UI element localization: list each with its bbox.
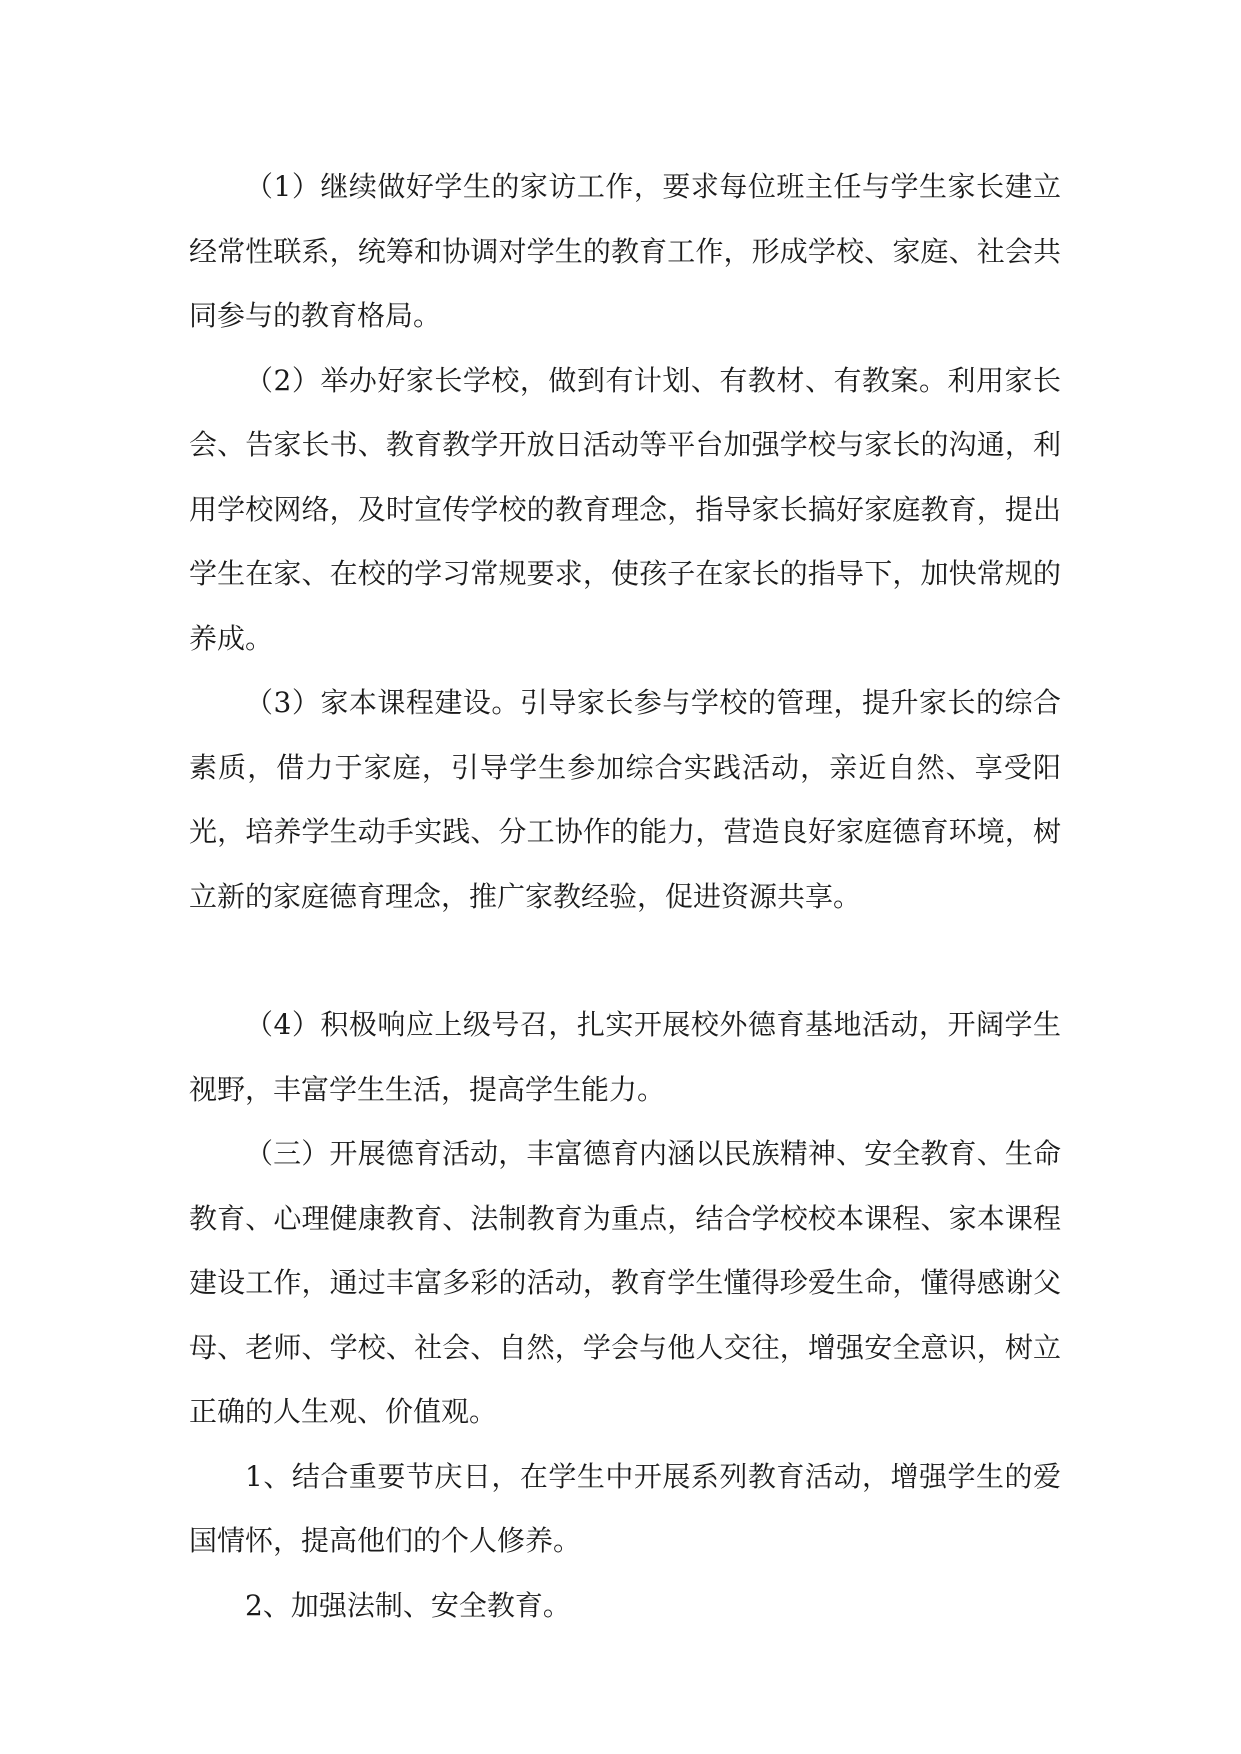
paragraph-moral-activities: （三）开展德育活动，丰富德育内涵以民族精神、安全教育、生命教育、心理健康教育、法制教育为重点，结合学校校本课程、家本课程建设工作，通过丰富多彩的活动，教育学生懂得珍爱生命，懂得感谢父母、老师、学校、社会、自然，学会与他人交往，增强安全意识，树立正确的人生观、价值观。 xyxy=(189,1137,1061,1428)
paragraph-home-visits: （1）继续做好学生的家访工作，要求每位班主任与学生家长建立经常性联系，统筹和协调对学生的教育工作，形成学校、家庭、社会共同参与的教育格局。 xyxy=(189,170,1061,332)
paragraph-festival-education: 1、结合重要节庆日，在学生中开展系列教育活动，增强学生的爱国情怀，提高他们的个人修养。 xyxy=(189,1459,1061,1557)
paragraph-legal-safety: 2、加强法制、安全教育。 xyxy=(245,1588,571,1622)
document-body xyxy=(189,155,1061,1638)
paragraph-family-curriculum: （3）家本课程建设。引导家长参与学校的管理，提升家长的综合素质，借力于家庭，引导学生参加综合实践活动，亲近自然、享受阳光，培养学生动手实践、分工协作的能力，营造良好家庭德育环境，树立新的家庭德育理念，推广家教经验，促进资源共享。 xyxy=(189,686,1061,913)
paragraph-parent-school: （2）举办好家长学校，做到有计划、有教材、有教案。利用家长会、告家长书、教育教学开放日活动等平台加强学校与家长的沟通，利用学校网络，及时宣传学校的教育理念，指导家长搞好家庭教育，提出学生在家、在校的学习常规要求，使孩子在家长的指导下，加快常规的养成。 xyxy=(189,363,1061,655)
paragraph-offsite-activities: （4）积极响应上级号召，扎实开展校外德育基地活动，开阔学生视野，丰富学生生活，提高学生能力。 xyxy=(189,1008,1061,1106)
